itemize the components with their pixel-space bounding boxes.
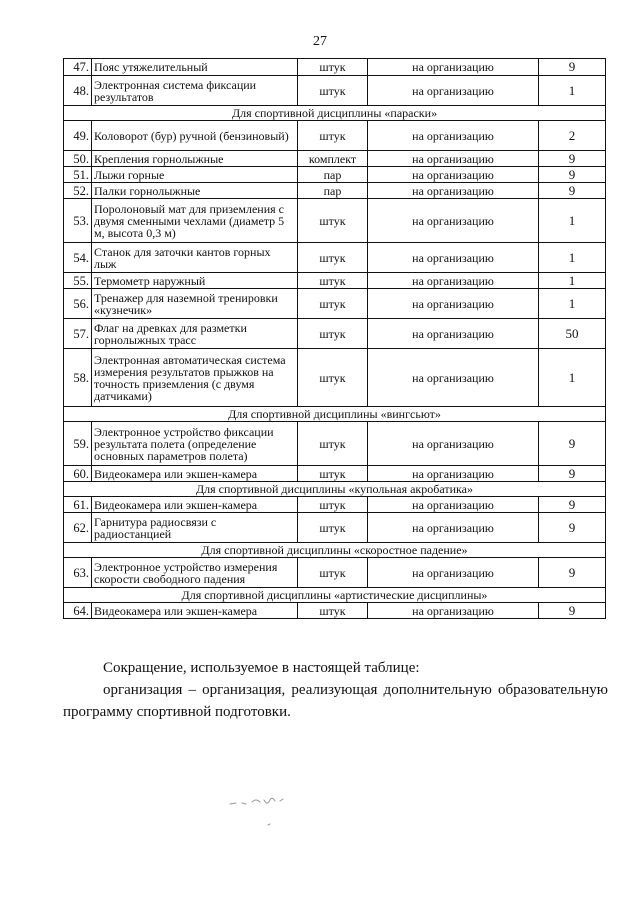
- unit-of-measure: штук: [298, 422, 368, 466]
- quantity: 50: [539, 319, 606, 349]
- row-number: 61.: [64, 497, 92, 513]
- row-number: 59.: [64, 422, 92, 466]
- row-number: 51.: [64, 167, 92, 183]
- row-number: 56.: [64, 289, 92, 319]
- notes-definition: организация – организация, реализующая дополнительную образовательную программу спортивной подготовки.: [63, 682, 608, 720]
- table-row: [64, 199, 606, 243]
- calculation-basis: на организацию: [368, 319, 539, 349]
- quantity: 2: [539, 121, 606, 151]
- unit-of-measure: пар: [298, 167, 368, 183]
- quantity: 1: [539, 199, 606, 243]
- calculation-basis: на организацию: [368, 603, 539, 619]
- quantity: 9: [539, 603, 606, 619]
- unit-of-measure: штук: [298, 349, 368, 407]
- item-name: Коловорот (бур) ручной (бензиновый): [92, 121, 298, 151]
- calculation-basis: на организацию: [368, 183, 539, 199]
- section-title: Для спортивной дисциплины «купольная акробатика»: [64, 482, 606, 497]
- calculation-basis: на организацию: [368, 466, 539, 482]
- quantity: 1: [539, 76, 606, 106]
- notes-title: Сокращение, используемое в настоящей таблице:: [103, 660, 420, 676]
- section-title: Для спортивной дисциплины «артистические дисциплины»: [64, 588, 606, 603]
- table-row: [64, 497, 606, 513]
- row-number: 50.: [64, 151, 92, 167]
- notes-block: [63, 657, 608, 723]
- table-row: [64, 76, 606, 106]
- section-header-row: [64, 482, 606, 497]
- quantity: 9: [539, 183, 606, 199]
- calculation-basis: на организацию: [368, 199, 539, 243]
- section-title: Для спортивной дисциплины «скоростное падение»: [64, 543, 606, 558]
- calculation-basis: на организацию: [368, 151, 539, 167]
- item-name: Гарнитура радиосвязи с радиостанцией: [92, 513, 298, 543]
- item-name: Тренажер для наземной тренировки «кузнечик»: [92, 289, 298, 319]
- table-row: [64, 603, 606, 619]
- calculation-basis: на организацию: [368, 167, 539, 183]
- quantity: 9: [539, 513, 606, 543]
- unit-of-measure: штук: [298, 289, 368, 319]
- unit-of-measure: штук: [298, 513, 368, 543]
- calculation-basis: на организацию: [368, 349, 539, 407]
- item-name: Видеокамера или экшен-камера: [92, 466, 298, 482]
- calculation-basis: на организацию: [368, 273, 539, 289]
- item-name: Пояс утяжелительный: [92, 59, 298, 76]
- item-name: Электронное устройство фиксации результата полета (определение основных параметров полета): [92, 422, 298, 466]
- item-name: Электронная автоматическая система измерения результатов прыжков на точность приземления (с двумя датчиками): [92, 349, 298, 407]
- unit-of-measure: штук: [298, 199, 368, 243]
- calculation-basis: на организацию: [368, 422, 539, 466]
- row-number: 60.: [64, 466, 92, 482]
- calculation-basis: на организацию: [368, 76, 539, 106]
- quantity: 9: [539, 59, 606, 76]
- row-number: 55.: [64, 273, 92, 289]
- quantity: 9: [539, 151, 606, 167]
- table-row: [64, 349, 606, 407]
- item-name: Флаг на древках для разметки горнолыжных трасс: [92, 319, 298, 349]
- unit-of-measure: штук: [298, 273, 368, 289]
- table-row: [64, 319, 606, 349]
- calculation-basis: на организацию: [368, 497, 539, 513]
- table-row: [64, 289, 606, 319]
- calculation-basis: на организацию: [368, 513, 539, 543]
- unit-of-measure: штук: [298, 76, 368, 106]
- item-name: Лыжи горные: [92, 167, 298, 183]
- item-name: Видеокамера или экшен-камера: [92, 497, 298, 513]
- item-name: Поролоновый мат для приземления с двумя сменными чехлами (диаметр 5 м, высота 0,3 м): [92, 199, 298, 243]
- section-title: Для спортивной дисциплины «параски»: [64, 106, 606, 121]
- equipment-table-body: [64, 59, 606, 619]
- row-number: 64.: [64, 603, 92, 619]
- unit-of-measure: штук: [298, 121, 368, 151]
- row-number: 54.: [64, 243, 92, 273]
- unit-of-measure: штук: [298, 319, 368, 349]
- quantity: 9: [539, 422, 606, 466]
- item-name: Палки горнолыжные: [92, 183, 298, 199]
- table-row: [64, 243, 606, 273]
- quantity: 9: [539, 497, 606, 513]
- table-row: [64, 466, 606, 482]
- row-number: 58.: [64, 349, 92, 407]
- table-row: [64, 273, 606, 289]
- calculation-basis: на организацию: [368, 59, 539, 76]
- unit-of-measure: штук: [298, 558, 368, 588]
- pen-mark-icon: [228, 788, 298, 828]
- row-number: 63.: [64, 558, 92, 588]
- table-row: [64, 183, 606, 199]
- section-header-row: [64, 407, 606, 422]
- section-header-row: [64, 588, 606, 603]
- row-number: 48.: [64, 76, 92, 106]
- quantity: 9: [539, 167, 606, 183]
- table-row: [64, 151, 606, 167]
- item-name: Термометр наружный: [92, 273, 298, 289]
- unit-of-measure: пар: [298, 183, 368, 199]
- item-name: Станок для заточки кантов горных лыж: [92, 243, 298, 273]
- section-header-row: [64, 106, 606, 121]
- quantity: 9: [539, 466, 606, 482]
- calculation-basis: на организацию: [368, 289, 539, 319]
- row-number: 47.: [64, 59, 92, 76]
- item-name: Видеокамера или экшен-камера: [92, 603, 298, 619]
- unit-of-measure: штук: [298, 243, 368, 273]
- quantity: 9: [539, 558, 606, 588]
- row-number: 57.: [64, 319, 92, 349]
- table-row: [64, 558, 606, 588]
- unit-of-measure: штук: [298, 466, 368, 482]
- row-number: 49.: [64, 121, 92, 151]
- equipment-table: [63, 58, 606, 619]
- item-name: Крепления горнолыжные: [92, 151, 298, 167]
- table-row: [64, 422, 606, 466]
- row-number: 62.: [64, 513, 92, 543]
- quantity: 1: [539, 243, 606, 273]
- table-row: [64, 513, 606, 543]
- section-header-row: [64, 543, 606, 558]
- row-number: 53.: [64, 199, 92, 243]
- calculation-basis: на организацию: [368, 243, 539, 273]
- table-row: [64, 167, 606, 183]
- unit-of-measure: штук: [298, 603, 368, 619]
- quantity: 1: [539, 289, 606, 319]
- unit-of-measure: штук: [298, 59, 368, 76]
- calculation-basis: на организацию: [368, 558, 539, 588]
- calculation-basis: на организацию: [368, 121, 539, 151]
- quantity: 1: [539, 349, 606, 407]
- section-title: Для спортивной дисциплины «вингсьют»: [64, 407, 606, 422]
- item-name: Электронная система фиксации результатов: [92, 76, 298, 106]
- quantity: 1: [539, 273, 606, 289]
- table-row: [64, 121, 606, 151]
- unit-of-measure: штук: [298, 497, 368, 513]
- unit-of-measure: комплект: [298, 151, 368, 167]
- row-number: 52.: [64, 183, 92, 199]
- table-row: [64, 59, 606, 76]
- item-name: Электронное устройство измерения скорости свободного падения: [92, 558, 298, 588]
- page-number: 27: [313, 34, 327, 49]
